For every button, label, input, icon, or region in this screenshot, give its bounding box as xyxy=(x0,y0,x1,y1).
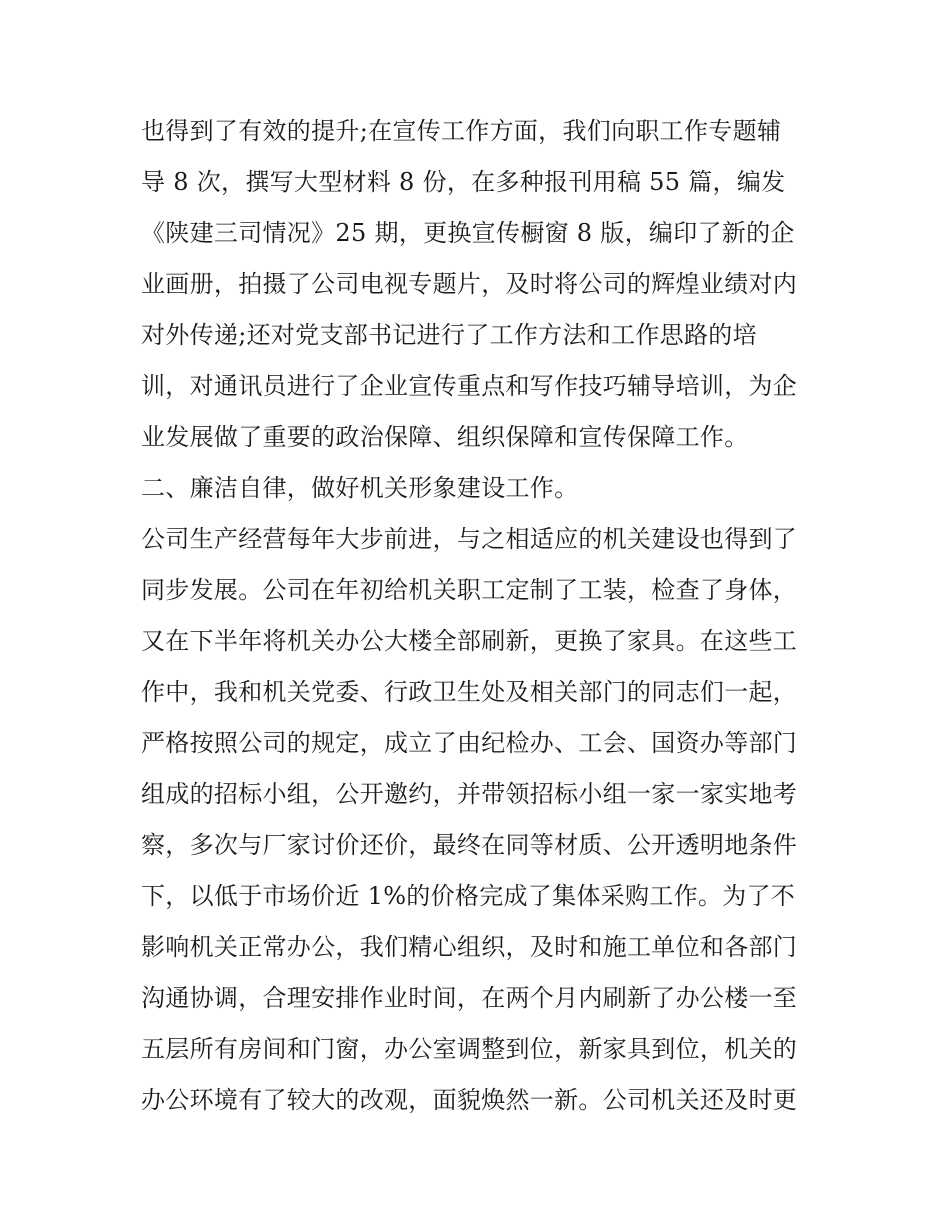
text-line: 影响机关正常办公，我们精心组织，及时和施工单位和各部门 xyxy=(141,933,798,961)
text-line: 训，对通讯员进行了企业宣传重点和写作技巧辅导培训，为企 xyxy=(141,372,798,400)
text-line: 也得到了有效的提升;在宣传工作方面，我们向职工作专题辅 xyxy=(141,117,782,145)
text-line: 业画册，拍摄了公司电视专题片，及时将公司的辉煌业绩对内 xyxy=(141,270,798,298)
text-line: 沟通协调，合理安排作业时间，在两个月内刷新了办公楼一至 xyxy=(141,984,798,1012)
text-line: 下，以低于市场价近 1%的价格完成了集体采购工作。为了不 xyxy=(141,882,796,910)
text-line: 《陕建三司情况》25 期，更换宣传橱窗 8 版，编印了新的企 xyxy=(141,219,795,247)
text-line: 组成的招标小组，公开邀约，并带领招标小组一家一家实地考 xyxy=(141,780,798,808)
text-line: 察，多次与厂家讨价还价，最终在同等材质、公开透明地条件 xyxy=(141,831,798,859)
text-line: 作中，我和机关党委、行政卫生处及相关部门的同志们一起， xyxy=(141,678,798,706)
text-line: 导 8 次，撰写大型材料 8 份，在多种报刊用稿 55 篇，编发 xyxy=(141,168,786,196)
text-line: 五层所有房间和门窗，办公室调整到位，新家具到位，机关的 xyxy=(141,1035,798,1063)
text-line: 又在下半年将机关办公大楼全部刷新，更换了家具。在这些工 xyxy=(141,627,798,655)
text-line: 对外传递;还对党支部书记进行了工作方法和工作思路的培 xyxy=(141,321,757,349)
text-line: 办公环境有了较大的改观，面貌焕然一新。公司机关还及时更 xyxy=(141,1086,798,1114)
text-line: 业发展做了重要的政治保障、组织保障和宣传保障工作。 xyxy=(141,423,749,451)
section-heading: 二、廉洁自律，做好机关形象建设工作。 xyxy=(141,474,579,502)
text-line: 公司生产经营每年大步前进，与之相适应的机关建设也得到了 xyxy=(141,525,798,553)
text-line: 严格按照公司的规定，成立了由纪检办、工会、国资办等部门 xyxy=(141,729,798,757)
text-line: 同步发展。公司在年初给机关职工定制了工装，检查了身体， xyxy=(141,576,798,604)
